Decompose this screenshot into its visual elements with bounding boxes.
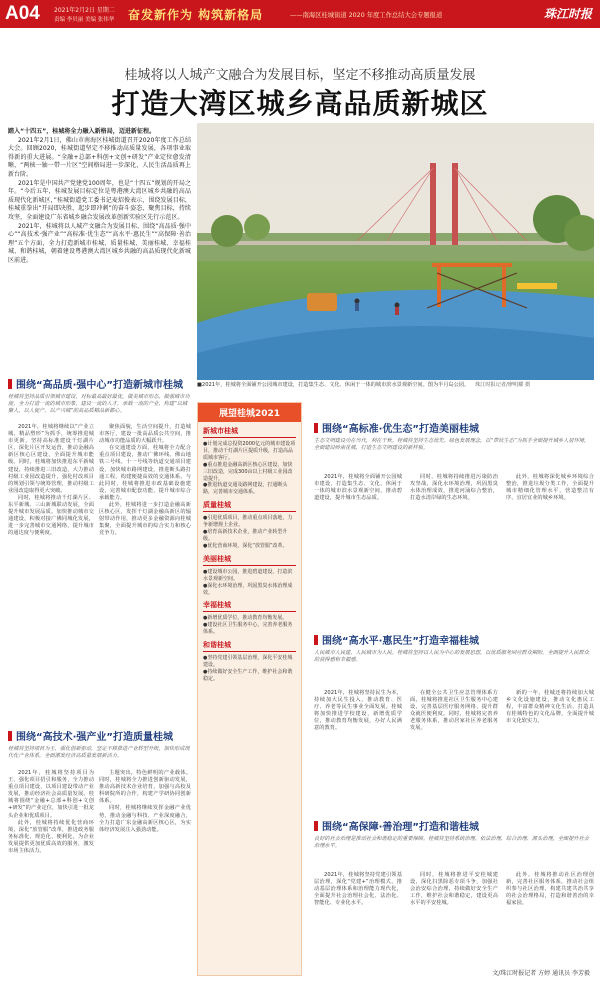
sidebar-item: ●坚持党建引领基层治理，深化平安桂城建设。 [203,655,293,669]
intro-p3: 2021年是中国共产党建党100周年，也是“十四五”规划的开局之年。“今后五年，桂城发展目标定位是粤港澳大湾区城乡共融的高品质现代化新城区，”桂城街道党工委书记麦炤俊表示，围绕发展目标，桂城重拳出“开局即决胜，起步即冲刺”的奋斗姿态，聚焦目标，持续攻坚，全面建设广东省城乡融合发展改革创新实验区先行示范区。 [8,179,191,221]
section-5-col1 [314,872,402,907]
section-4-p-c: 新的一年，桂城还将持续加大城乡文化设施建设，推动文化惠民工程，丰富群众精神文化生活，打造具有桂城特色的文化品牌，全面提升城市文化软实力。 [506,690,594,725]
banner-subtitle: ——南海区桂城街道 2020 年度工作总结大会专题报道 [290,12,443,19]
sidebar-item: ●重点推进金融高新区核心区建设，加快三旧改造，完成300亩以上村级工业园改造提升。 [203,461,293,482]
section-5-p-c: 此外，桂城将推动社区治理创新，完善社区服务体系，推动社会组织参与社区治理，构建共建共治共享的社会治理格局，打造和谐善治的幸福家园。 [506,872,594,907]
section-2-p-d: 同时，桂城将继续发挥金融产业优势，推动金融与科技、产业深度融合，全力打造广东金融高新区核心区，为实体经济发展注入强劲动能。 [99,805,191,833]
sidebar-group-title: 幸福桂城 [203,600,296,612]
sidebar-group-title: 和谐桂城 [203,640,296,652]
intro-p1: 踏入“十四五”，桂城将全力融入新格局，迈进新征程。 [8,128,156,135]
section-3-title: 围绕“高标准·优生态”打造美丽桂城 [314,420,479,435]
section-4-col2 [410,690,498,733]
section-3-p-c: 此外，桂城将深化城乡环境综合整治，推进垃圾分类工作，全面提升城市精细化管理水平，营造整洁有序、宜居宜业的城乡环境。 [506,474,594,502]
sidebar-item: ●持续做好安全生产工作，维护社会和谐稳定。 [203,668,293,682]
section-1-p-c: 聚焦面貌，生活空间提升，打造城市客厅，建设一批高品质公共空间，推动城市功能品质的大幅跃升。 [99,424,191,445]
photo-caption [197,382,594,389]
page-code: A04 [5,3,40,24]
intro-p2: 2021年2月1日，佛山市南海区桂城街道召开2020年度工作总结大会。回顾2020，桂城街道坚定不移推动高质量发展，各项事业取得新的重大进展。“全融+总部+科创+文创+研发”产业定位愈发清晰，“两核一轴一带一片区”空间格局进一步深化，人民生活品质再上新台阶。 [8,136,191,178]
section-5-col3 [506,872,594,907]
sidebar-item: ●深化水环境治理，巩固黑臭水体治理成效。 [203,582,293,596]
section-4-col3 [506,690,594,725]
sidebar-item: ●培育高新技术企业，推动产业转型升级。 [203,529,288,542]
photo-credit: 珠江时报记者/廖明耀 摄 [474,382,531,388]
section-2-lead: 桂城将坚持项目为王，强化创新驱动，坚定不移推进产业转型升级，加快形成现代化产业体系，全面激发经济高质量发展新活力。 [8,746,190,760]
section-1-lead: 桂城将坚持品质引领城市建设，对标最高最好最优，做美城市形态，做强城市功能，全力打造一流的城市形象，建设一流的人才，承载一流的产业，构建“以城聚人，以人促产，以产兴城”的高品质精品新都心。 [8,394,190,415]
section-2-col1 [8,770,94,855]
sidebar-groups [198,426,301,683]
photo-caption-text: ■2021年，桂城将全面铺开公园城市建设，打造集生态、文化、休闲于一体的城市滨水景观新空间。图为半月岛公园。 [197,382,470,388]
section-1-col2 [99,424,191,538]
section-5-p-a: 2021年，桂城将坚持党建引领基层治理，深化“党建+”治理模式，推动基层治理体系和治理能力现代化，全面提升社会治理社会化、法治化、智能化、专业化水平。 [314,872,402,907]
section-1-p-e: 此外，桂城将进一步打造金融高新区核心区，发挥千灯湖金融高新区的辐射带动作用，推动更多金融资源向桂城集聚，全面提升城市的综合实力和核心竞争力。 [99,502,191,537]
intro-p4: 2021年，桂城将以人城产文融合为发展目标，围绕“高品质·强中心”“高技术·强产业”“高标准·优生态”“高水平·惠民生”“高保障·善治理”五个方面，全力打造新城市桂城、质量桂城、美丽桂城、幸福桂城、和谐桂城，朝着建设粤港澳大湾区城乡共融的高品质现代化新城区前进。 [8,222,191,264]
section-1-p-d: 在交通建设方面，桂城将全力配合重点项目建设，推动广佛环线、佛山地铁三号线、十一号线等轨道交通项目建设，加快城市路网建设，推进断头路打通工程，构建便捷高效的交通体系。与此同时，桂城将推进市政基础设施建设，完善城市配套功能，提升城市综合承载能力。 [99,445,191,501]
sidebar-item: ●优化营商环境，深化“放管服”改革。 [203,542,288,549]
park-image [197,123,594,380]
section-3-col3 [506,474,594,502]
section-4-p-a: 2021年，桂城将坚持民生为本，持续加大民生投入，推动教育、医疗、养老等民生事业全面发展。桂城将加快推进学校建设，新增优质学位，推动教育均衡发展，办好人民满意的教育。 [314,690,402,732]
section-3-p-b: 同时，桂城将持续推进污染防治攻坚战，深化水环境治理，巩固黑臭水体治理成效，推进河涌综合整治，打造水清岸绿的生态环境。 [410,474,498,502]
byline: 文/珠江时报记者 方婷 通讯员 李芳毅 [492,970,590,977]
section-1-p-b: 同时，桂城将推动千灯湖片区、东平新城、三山新城联动发展，全面提升城市发展品质。加快推动城市交通建设，积极对接广佛同城化发展，进一步完善城市交通网络，提升城市的通达度与便利度。 [8,494,94,537]
section-3-lead: 生态文明建设功在当代，利在千秋。桂城将坚持生态优先、绿色发展理念，以“带状生态”为抓手全面提升城乡人居环境，全面建设岭南花城，打造生态文明建设的新样板。 [314,438,590,452]
section-4-col1 [314,690,402,733]
park-photo [197,123,594,380]
section-2-p-b: 此外，桂城将持续优化营商环境，深化“放管服”改革，推进政务服务标准化、规范化、便利化，为企业发展提供更加优质高效的服务，激发市场主体活力。 [8,819,94,855]
sidebar-item: ●新增优质学位，推动教育均衡发展。 [203,615,288,622]
section-3-p-a: 2021年，桂城将全面铺开公园城市建设，打造集生态、文化、休闲于一体的城市滨水景观新空间，推动碧道建设，提升城市生态品质。 [314,474,402,502]
sidebar-item: ●引进优质项目，推动重点项目落地，力争新增规上企业。 [203,515,293,529]
section-3-col2 [410,474,498,502]
banner-title: 奋发新作为 构筑新格局 [128,8,264,22]
section-3-col1 [314,474,402,502]
headline: 打造大湾区城乡高品质新城区 [111,87,489,120]
paper-logo: 珠江时报 [543,7,592,21]
section-4-title: 围绕“高水平·惠民生”打造幸福桂城 [314,632,479,647]
section-5-p-b: 同时，桂城将推进平安桂城建设，深化扫黑除恶专项斗争，加强社会治安综合治理，持续做好安全生产工作，维护社会和谐稳定，建设更高水平的平安桂城。 [410,872,498,907]
section-1-p-a: 2021年，桂城将继续以“产业立城，精品塑形”为抓手，统筹推进城市更新，坚持高标准建设千灯湖片区，深化片区开发运营，推动金融高新区核心区建设，全面提升城市能级。同时，桂城将加快推进东平新城建设，持续推进三旧改造，大力推动村级工业园改造提升，强化村改项目的规划引领与统筹管理，推动村级工业园改造取得更大突破。 [8,424,94,494]
section-2-title: 围绕“高技术·强产业”打造质量桂城 [8,728,173,743]
section-2-col2 [99,770,191,834]
sidebar-item: ●推进轨道交通及路网建设，打通断头路，完善城市交通体系。 [203,482,288,496]
section-4-p-b: 在健全公共卫生应急管理体系方面，桂城将推进社区卫生服务中心建设，完善基层医疗服务网络，提升群众就医便利度。同时，桂城将完善养老服务体系，推动居家社区养老服务发展。 [410,690,498,732]
section-5-title: 围绕“高保障·善治理”打造和谐桂城 [314,818,479,833]
section-1-col1 [8,424,94,538]
intro-column [8,128,191,266]
sidebar-group-title: 新城市桂城 [203,426,296,438]
sidebar-group-title: 质量桂城 [203,500,296,512]
kicker: 桂城将以人城产文融合为发展目标，坚定不移推动高质量发展 [124,68,476,83]
section-5-col2 [410,872,498,907]
section-2-p-c: 主题突出，特色鲜明的产业载体。同时，桂城将全力推进创新驱动发展，推动高新技术企业培育，加强与高校及科研院所的合作，构建产学研协同创新体系。 [99,770,191,805]
section-5-lead: 良好的社会治理是推动社会和谐稳定的重要保障。桂城将坚持系统治理、依法治理、综合治理、源头治理，全面提升社会治理水平。 [314,836,589,850]
masthead [0,0,600,28]
editor-line: 责编 李贝丽 美编 张伟华 [54,17,115,23]
sidebar-title: 展望桂城2021 [198,403,301,422]
sidebar-box [197,402,302,976]
sidebar-item: ●计划完成总投资2000亿元的城市建设项目，推动千灯湖片区提质升级，打造高品质城市客厅。 [203,441,296,461]
section-2-p-a: 2021年，桂城将坚持项目为王，强化项目招引和服务，全力推动重点项目建设，以项目建设带动产业发展，推动经济社会高质量发展。桂城将围绕“金融+总部+科创+文创+研发”的产业定位，加快引进一批龙头企业和优质项目。 [8,770,94,819]
sidebar-group-title: 美丽桂城 [203,554,296,566]
date-line: 2021年2月2日 星期二 [54,7,115,14]
sidebar-item: ●建设城市公园，推进碧道建设，打造滨水景观新空间。 [203,568,293,582]
section-4-lead: 人民城市人民建，人民城市为人民。桂城将坚持以人民为中心的发展思想，以优质服务回应群众期盼，全面提升人民群众的获得感和幸福感。 [314,650,589,664]
sidebar-item: ●建设社区卫生服务中心，完善养老服务体系。 [203,622,293,636]
section-1-title: 围绕“高品质·强中心”打造新城市桂城 [8,376,183,391]
